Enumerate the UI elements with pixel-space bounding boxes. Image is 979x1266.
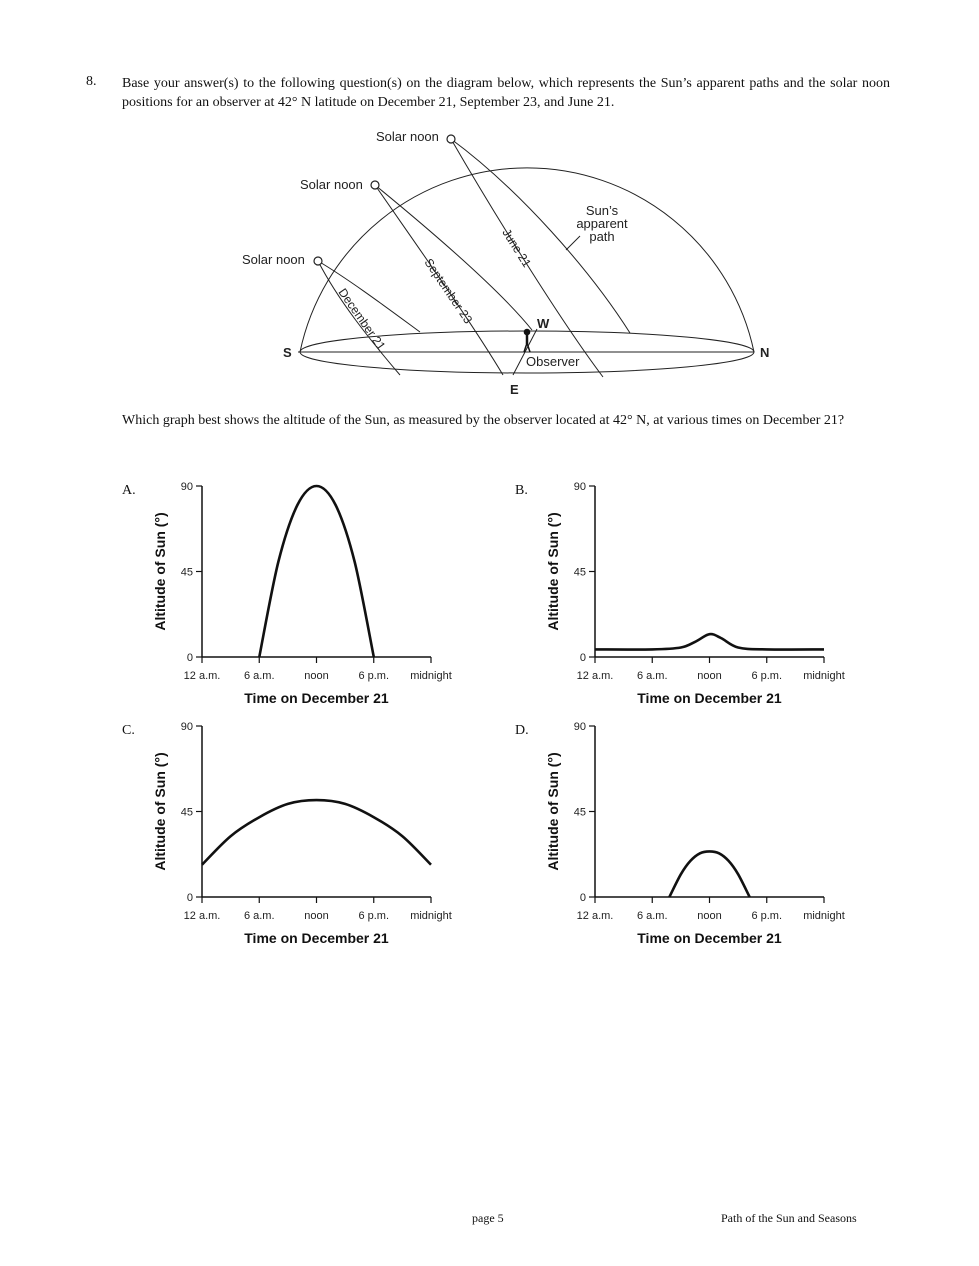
direction-west: W [537, 316, 550, 331]
y-tick-label: 90 [573, 721, 586, 733]
altitude-curve [595, 634, 824, 649]
noon-marker-june [447, 135, 455, 143]
question-prompt: Which graph best shows the altitude of the Sun, as measured by the observer located at 42° N, at various times on December 21? [122, 413, 845, 428]
x-tick-label: noon [304, 910, 329, 922]
noon-marker-december [314, 257, 322, 265]
y-tick-label: 0 [579, 652, 586, 664]
observer-label: Observer [526, 354, 580, 369]
callout-line2: apparent [576, 216, 628, 231]
noon-label-september: Solar noon [300, 177, 363, 192]
y-tick-label: 0 [186, 892, 193, 904]
y-tick-label: 90 [180, 481, 193, 493]
noon-label-june: Solar noon [376, 129, 439, 144]
x-tick-label: noon [697, 670, 722, 682]
y-axis-title: Altitude of Sun (°) [545, 512, 561, 631]
y-axis-title: Altitude of Sun (°) [152, 752, 168, 871]
path-label-september: September 23 [421, 255, 476, 327]
y-tick-label: 90 [573, 481, 586, 493]
graph-option-d [538, 713, 868, 953]
x-tick-label: 12 a.m. [576, 910, 614, 922]
direction-south: S [283, 345, 292, 360]
footer-page: page 5 [472, 1211, 504, 1225]
noon-marker-september [371, 181, 379, 189]
x-axis-title: Time on December 21 [244, 930, 389, 946]
option-d-label[interactable]: D. [515, 723, 529, 738]
x-axis-title: Time on December 21 [244, 690, 389, 706]
option-c-label[interactable]: C. [122, 723, 135, 738]
callout-line1: Sun’s [585, 203, 619, 218]
x-tick-label: noon [304, 670, 329, 682]
x-axis-title: Time on December 21 [637, 690, 782, 706]
x-tick-label: 6 a.m. [243, 670, 275, 682]
path-label-december: December 21 [335, 285, 389, 353]
option-b-label[interactable]: B. [515, 483, 528, 498]
x-tick-label: 12 a.m. [183, 910, 221, 922]
x-tick-label: 6 a.m. [243, 910, 275, 922]
path-label-june: June 21 [499, 226, 534, 270]
x-tick-label: 12 a.m. [183, 670, 221, 682]
altitude-curve [202, 800, 431, 865]
y-axis-title: Altitude of Sun (°) [545, 752, 561, 871]
question-intro: Base your answer(s) to the following question(s) on the diagram below, which represents the Sun’s apparent paths and the solar noon positions for an observer at 42° N latitude on December 21, September 23, and June 21. [122, 76, 890, 110]
question-number: 8. [86, 74, 97, 89]
x-tick-label: 6 p.m. [751, 910, 783, 922]
altitude-curve [259, 486, 374, 657]
footer-title: Path of the Sun and Seasons [721, 1211, 857, 1225]
y-axis-title: Altitude of Sun (°) [152, 512, 168, 631]
x-tick-label: 6 p.m. [751, 670, 783, 682]
x-axis-title: Time on December 21 [637, 930, 782, 946]
x-tick-label: 6 p.m. [358, 670, 390, 682]
graph-option-a [145, 473, 475, 713]
direction-north: N [760, 345, 770, 360]
x-tick-label: midnight [803, 910, 845, 922]
y-tick-label: 90 [180, 721, 193, 733]
noon-label-december: Solar noon [242, 252, 305, 267]
option-a-label[interactable]: A. [122, 483, 136, 498]
x-tick-label: 6 a.m. [636, 910, 668, 922]
y-tick-label: 45 [573, 806, 586, 819]
sun-path-diagram [230, 120, 790, 405]
callout-line3: path [589, 229, 615, 244]
graph-option-b [538, 473, 868, 713]
y-tick-label: 45 [180, 566, 193, 579]
x-tick-label: midnight [410, 910, 452, 922]
graph-option-c [145, 713, 475, 953]
y-tick-label: 45 [180, 806, 193, 819]
x-tick-label: noon [697, 910, 722, 922]
callout-line [566, 236, 580, 250]
x-tick-label: midnight [410, 670, 452, 682]
y-tick-label: 0 [579, 892, 586, 904]
direction-east: E [510, 382, 519, 397]
x-tick-label: 6 a.m. [636, 670, 668, 682]
x-tick-label: midnight [803, 670, 845, 682]
y-tick-label: 45 [573, 566, 586, 579]
x-tick-label: 6 p.m. [358, 910, 390, 922]
x-tick-label: 12 a.m. [576, 670, 614, 682]
y-tick-label: 0 [186, 652, 193, 664]
altitude-curve [669, 851, 749, 897]
